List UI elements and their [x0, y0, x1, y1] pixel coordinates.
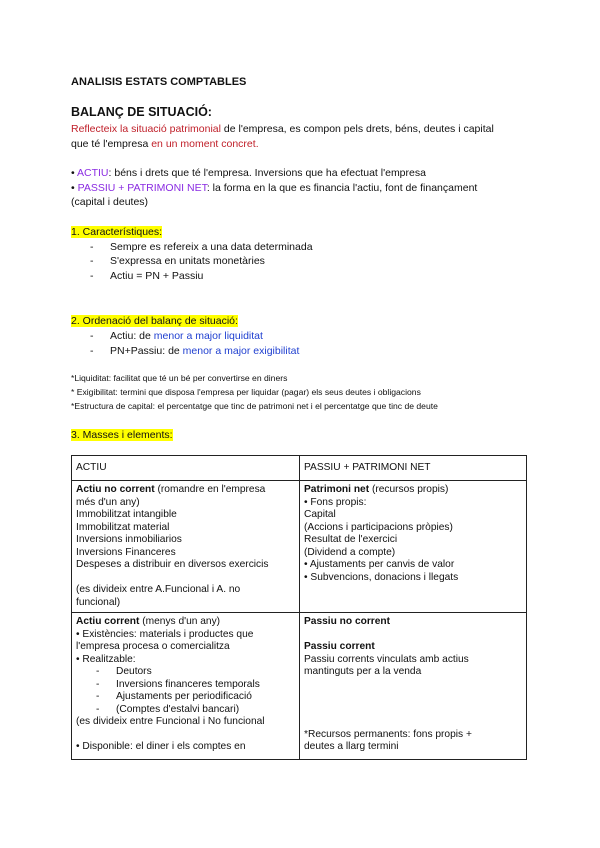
definition-text-2: que té l'empresa — [71, 138, 152, 150]
list-item: Passiu corrents vinculats amb actius — [304, 653, 469, 665]
list-item: Immobilitzat material — [76, 521, 170, 533]
cell-passiu — [300, 613, 527, 760]
cell-actiu-corrent — [72, 613, 300, 760]
recursos-permanents-2: deutes a llarg termini — [304, 741, 399, 752]
list-item: (es divideix entre Funcional i No funcional — [76, 716, 265, 727]
table-row — [72, 613, 527, 760]
list-item: • Subvencions, donacions i llegats — [304, 571, 459, 583]
list-item: més d'un any) — [76, 496, 140, 508]
section1-heading: 1. Característiques: — [71, 226, 163, 238]
section1-item: - S'expressa en unitats monetàries — [90, 255, 265, 267]
pnc-title: Passiu no corrent — [304, 616, 391, 627]
definition-text: de l'empresa, es compon pels drets, béns, deutes i capital — [220, 123, 494, 135]
list-item: Inversions inmobiliarios — [76, 534, 182, 545]
balance-definition-line2 — [71, 138, 259, 151]
actiu-label: ACTIU — [77, 167, 109, 179]
list-item: Immobilitzat intangible — [76, 509, 177, 520]
bullet-icon: • — [71, 167, 78, 179]
definition-highlight-red: Reflecteix la situació patrimonial — [71, 123, 221, 135]
list-item: Despeses a distribuir en diversos exercicis — [76, 559, 269, 570]
list-item: - Inversions financeres temporals — [96, 678, 260, 690]
section3-heading: 3. Masses i elements: — [71, 429, 173, 441]
table-row — [72, 481, 527, 613]
anc-note-2: funcional) — [76, 596, 121, 608]
header-actiu: ACTIU — [72, 456, 300, 481]
header-passiu: PASSIU + PATRIMONI NET — [300, 456, 527, 481]
cell-patrimoni-net — [300, 481, 527, 613]
list-item: Inversions Financeres — [76, 546, 176, 558]
note-estructura: *Estructura de capital: el percentatge que tinc de patrimoni net i el percentatge que tinc de deute — [71, 401, 438, 411]
list-item: mantinguts per a la venda — [304, 666, 422, 677]
anc-note: (es divideix entre A.Funcional i A. no — [76, 584, 241, 595]
list-item: • Fons propis: — [304, 496, 367, 508]
list-item: l'empresa procesa o comercialitza — [76, 641, 230, 652]
section1-item: - Sempre es refereix a una data determinada — [90, 241, 313, 253]
list-item: (Dividend a compte) — [304, 546, 396, 558]
pn-title-row: Patrimoni net (recursos propis) — [304, 484, 449, 495]
balance-heading: BALANÇ DE SITUACIÓ: — [71, 105, 212, 119]
list-item: • Existències: materials i productes que — [76, 628, 254, 640]
bullet-passiu — [71, 182, 477, 195]
section1-item: - Actiu = PN + Passiu — [90, 270, 204, 282]
passiu-label: PASSIU + PATRIMONI NET — [77, 182, 207, 194]
section2-item-actiu: - Actiu: de menor a major liquiditat — [90, 330, 263, 342]
list-item: - Deutors — [96, 666, 152, 677]
list-item: • Disponible: el diner i els comptes en — [76, 741, 246, 752]
bullet-icon: • — [71, 182, 78, 194]
note-exigibilitat: * Exigibilitat: termini que disposa l'empresa per liquidar (pagar) els seus deutes i obligacions — [71, 387, 421, 397]
ac-title-row: Actiu corrent (menys d'un any) — [76, 616, 221, 627]
document-title: ANALISIS ESTATS COMPTABLES — [71, 76, 247, 88]
balance-table — [71, 455, 527, 760]
balance-definition-line1 — [71, 123, 494, 136]
list-item: - (Comptes d'estalvi bancari) — [96, 703, 240, 715]
pc-title: Passiu corrent — [304, 641, 375, 652]
anc-title-row: Actiu no corrent (romandre en l'empresa — [76, 484, 266, 495]
passiu-text-cont: (capital i deutes) — [71, 196, 149, 208]
section2-item-passiu: - PN+Passiu: de menor a major exigibilitat — [90, 345, 300, 357]
list-item: Resultat de l'exercici — [304, 534, 398, 545]
bullet-actiu — [71, 167, 426, 180]
list-item: - Ajustaments per periodificació — [96, 691, 252, 702]
passiu-text: : la forma en la que es financia l'actiu, font de finançament — [206, 182, 478, 194]
section2-heading: 2. Ordenació del balanç de situació: — [71, 315, 238, 327]
definition-highlight-red-2: en un moment concret. — [151, 138, 259, 150]
cell-actiu-no-corrent — [72, 481, 300, 613]
recursos-permanents: *Recursos permanents: fons propis + — [304, 728, 472, 740]
list-item: • Realitzable: — [76, 653, 136, 665]
note-liquiditat: *Liquiditat: facilitat que té un bé per convertirse en diners — [71, 373, 288, 383]
actiu-text: : béns i drets que té l'empresa. Inversions que ha efectuat l'empresa — [108, 167, 426, 179]
table-header-row — [72, 456, 527, 481]
list-item: • Ajustaments per canvis de valor — [304, 559, 455, 570]
list-item: Capital — [304, 509, 336, 520]
list-item: (Accions i participacions pròpies) — [304, 521, 453, 533]
